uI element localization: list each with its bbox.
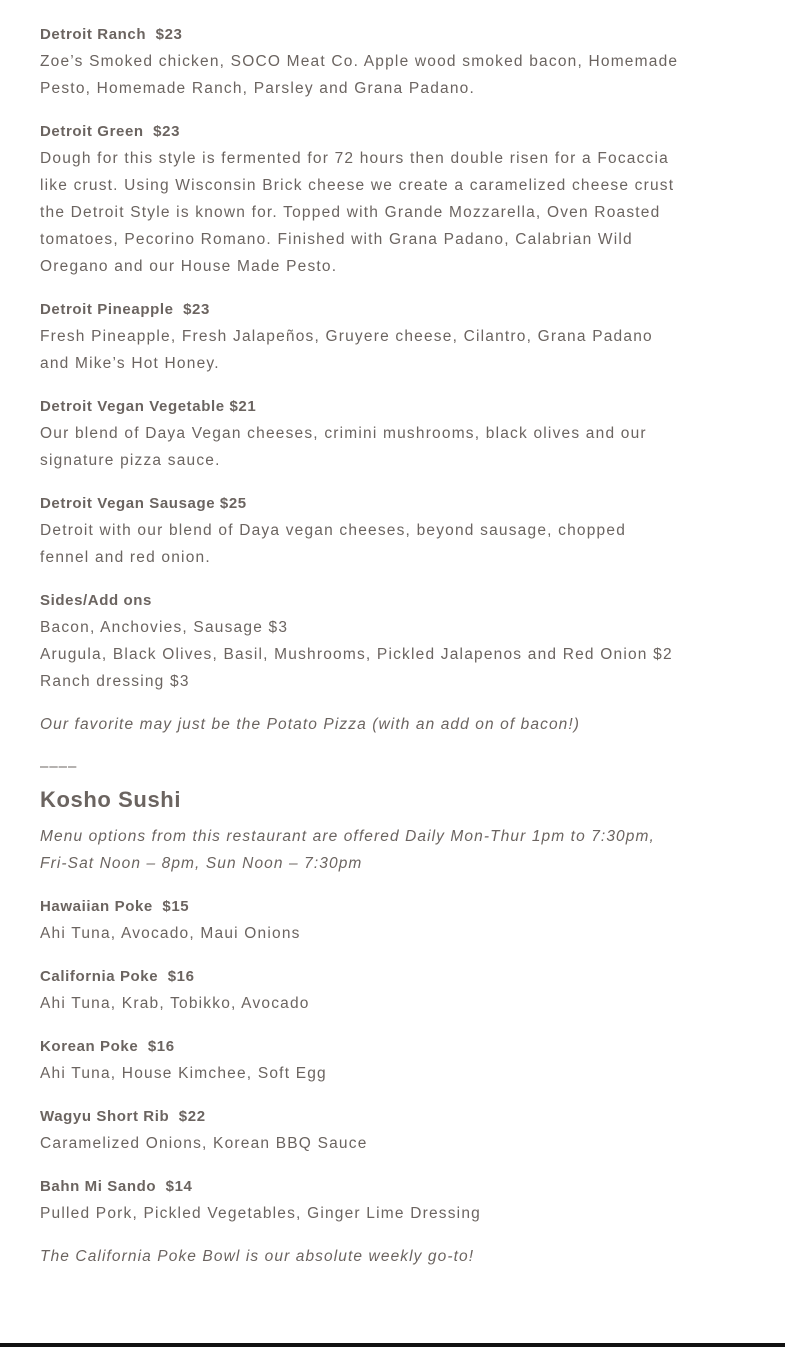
menu-item-description: Ahi Tuna, Krab, Tobikko, Avocado (40, 995, 310, 1012)
menu-item-title: California Poke $16 (40, 968, 195, 985)
menu-item (40, 1103, 680, 1157)
kosho-section (40, 785, 680, 1270)
menu-item-description: Pulled Pork, Pickled Vegetables, Ginger Lime Dressing (40, 1205, 481, 1222)
menu-item-title: Korean Poke $16 (40, 1038, 175, 1055)
menu-item-description: Our blend of Daya Vegan cheeses, crimini mushrooms, black olives and our signature pizza sauce. (40, 425, 647, 469)
menu-item (40, 118, 680, 280)
menu-item-description: Dough for this style is fermented for 72 hours then double risen for a Focaccia like crust. Using Wisconsin Brick cheese we create a caramelized cheese crust the Detroit Style is known for. Topped with Grande Mozzarella, Oven Roasted tomatoes, Pecorino Romano. Finished with Grana Padano, Calabrian Wild Oregano and our House Made Pesto. (40, 150, 675, 275)
menu-item (40, 393, 680, 474)
menu-item-description: Caramelized Onions, Korean BBQ Sauce (40, 1135, 368, 1152)
menu-item-description: Detroit with our blend of Daya vegan cheeses, beyond sausage, chopped fennel and red onion. (40, 522, 627, 566)
hours-note: Menu options from this restaurant are offered Daily Mon-Thur 1pm to 7:30pm, Fri-Sat Noon – 8pm, Sun Noon – 7:30pm (40, 828, 655, 872)
menu-item (40, 1173, 680, 1227)
menu-item-description: Zoe’s Smoked chicken, SOCO Meat Co. Apple wood smoked bacon, Homemade Pesto, Homemade Ranch, Parsley and Grana Padano. (40, 53, 679, 97)
add-on-line: Ranch dressing $3 (40, 673, 190, 690)
menu-item (40, 21, 680, 102)
menu-item-title: Hawaiian Poke $15 (40, 898, 190, 915)
menu-item-title: Detroit Ranch $23 (40, 26, 183, 43)
menu-item-title: Detroit Vegan Vegetable $21 (40, 398, 257, 415)
menu-item-title: Detroit Pineapple $23 (40, 301, 210, 318)
section-divider: –––– (40, 758, 78, 775)
menu-item (40, 1033, 680, 1087)
menu-content (40, 21, 680, 1288)
section-title: Kosho Sushi (40, 787, 182, 812)
menu-item-title: Bahn Mi Sando $14 (40, 1178, 193, 1195)
bottom-border (0, 1343, 785, 1347)
menu-item (40, 893, 680, 947)
menu-item-title: Sides/Add ons (40, 592, 152, 609)
menu-item (40, 963, 680, 1017)
menu-item-title: Detroit Green $23 (40, 123, 181, 140)
closing-note: The California Poke Bowl is our absolute weekly go-to! (40, 1248, 475, 1265)
menu-item-title: Detroit Vegan Sausage $25 (40, 495, 247, 512)
favorite-note: Our favorite may just be the Potato Pizza (with an add on of bacon!) (40, 716, 581, 733)
add-on-line: Bacon, Anchovies, Sausage $3 (40, 619, 289, 636)
add-on-line: Arugula, Black Olives, Basil, Mushrooms, Pickled Jalapenos and Red Onion $2 (40, 646, 673, 663)
menu-item (40, 296, 680, 377)
menu-item-description: Ahi Tuna, House Kimchee, Soft Egg (40, 1065, 327, 1082)
menu-item (40, 490, 680, 571)
menu-item-description: Fresh Pineapple, Fresh Jalapeños, Gruyere cheese, Cilantro, Grana Padano and Mike’s Hot Honey. (40, 328, 653, 372)
menu-item-title: Wagyu Short Rib $22 (40, 1108, 206, 1125)
sides-add-ons (40, 587, 680, 695)
menu-item-description: Ahi Tuna, Avocado, Maui Onions (40, 925, 301, 942)
